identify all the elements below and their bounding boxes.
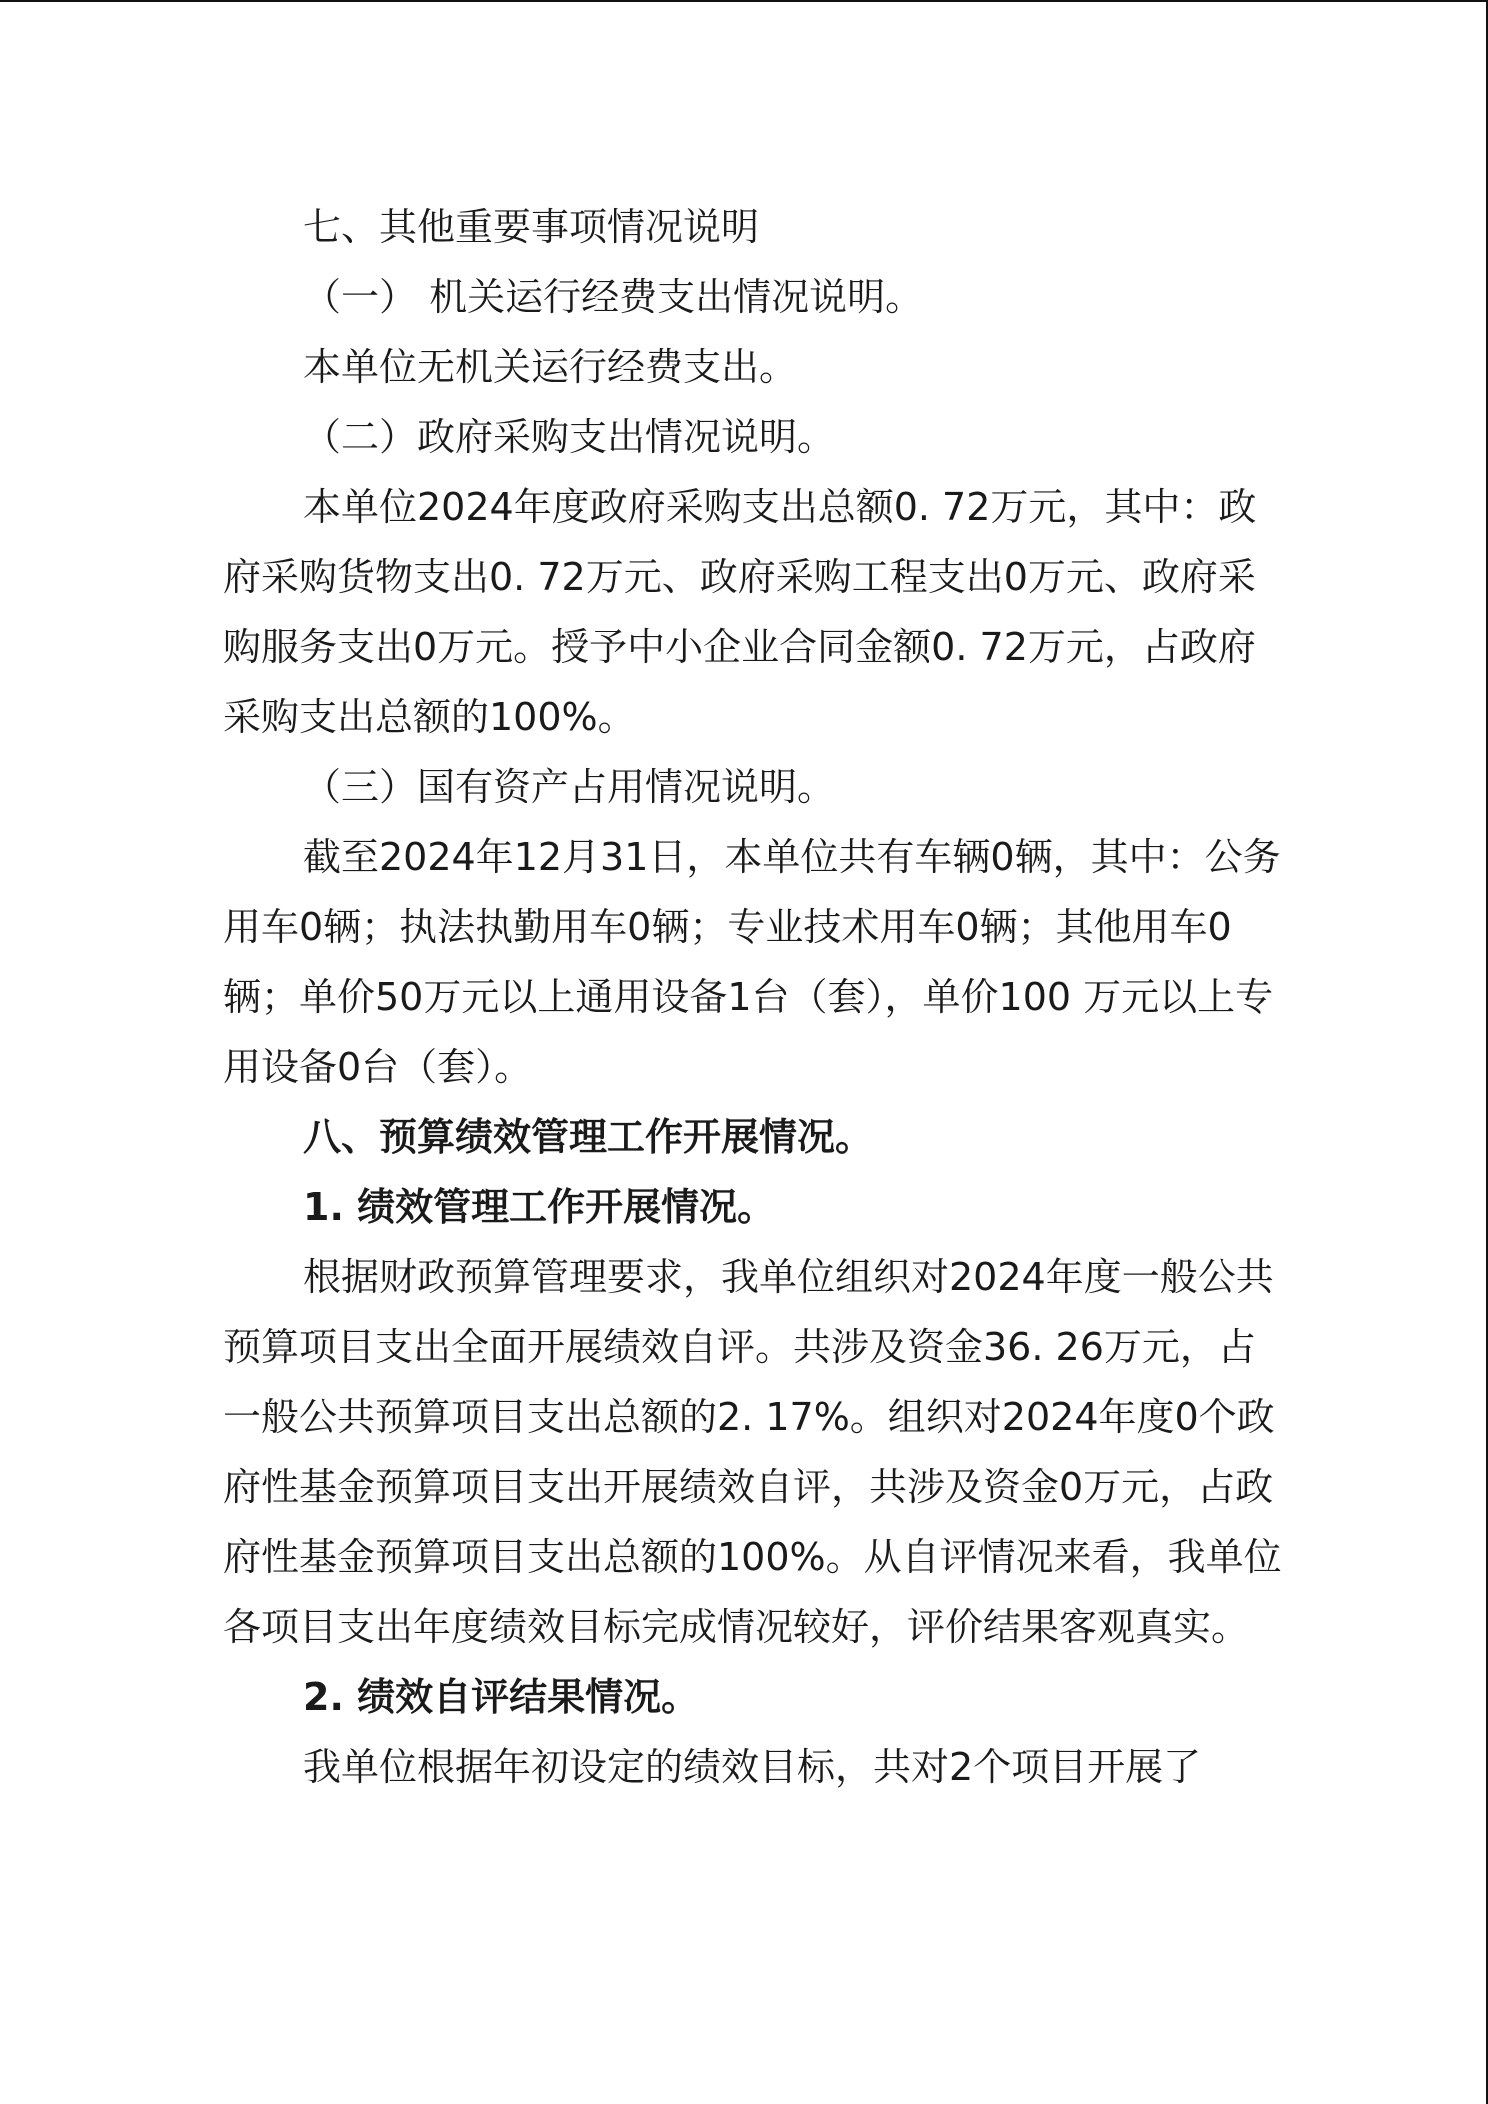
subheading-performance-management: 1. 绩效管理工作开展情况。	[303, 1185, 776, 1229]
document-body	[223, 192, 1283, 1802]
paragraph-procurement: 本单位2024年度政府采购支出总额0. 72万元，其中：政府采购货物支出0. 72万元、政府采购工程支出0万元、政府采购服务支出0万元。授予中小企业合同金额0. 72万元，占政府采购支出总额的100%。	[223, 485, 1257, 739]
paragraph-state-assets: 截至2024年12月31日，本单位共有车辆0辆，其中：公务用车0辆；执法执勤用车0辆；专业技术用车0辆；其他用车0辆；单价50万元以上通用设备1台（套），单价100 万元以上专用设备0台（套）。	[223, 835, 1281, 1089]
subheading-self-evaluation: 2. 绩效自评结果情况。	[303, 1675, 700, 1719]
subheading-state-assets: （三）国有资产占用情况说明。	[303, 765, 836, 809]
paragraph-operating-expenses: 本单位无机关运行经费支出。	[303, 345, 798, 389]
paragraph-performance-management: 根据财政预算管理要求，我单位组织对2024年度一般公共预算项目支出全面开展绩效自评。共涉及资金36. 26万元，占一般公共预算项目支出总额的2. 17%。组织对2024年度0个政府性基金预算项目支出开展绩效自评，共涉及资金0万元，占政府性基金预算项目支出总额的100%。从自评情况来看，我单位各项目支出年度绩效目标完成情况较好，评价结果客观真实。	[223, 1255, 1282, 1649]
section-heading-seven: 七、其他重要事项情况说明	[303, 205, 760, 249]
paragraph-self-evaluation: 我单位根据年初设定的绩效目标，共对2个项目开展了	[303, 1745, 1202, 1789]
subheading-operating-expenses: （一） 机关运行经费支出情况说明。	[303, 275, 924, 319]
subheading-procurement: （二）政府采购支出情况说明。	[303, 415, 836, 459]
section-heading-eight: 八、预算绩效管理工作开展情况。	[303, 1115, 874, 1159]
